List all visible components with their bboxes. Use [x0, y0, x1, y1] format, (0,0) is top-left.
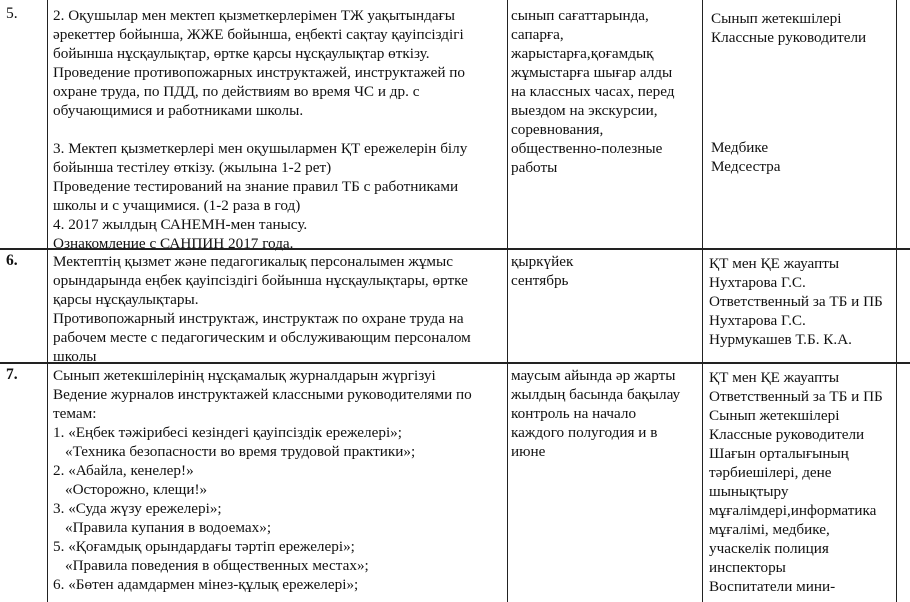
row-number: 6.	[6, 252, 18, 269]
row6-description: Мектептің қызмет және педагогикалық персоналымен жұмыс орындарында еңбек қауіпсіздігі бойынша нұсқаулықтары, өртке қарсы нұсқаулықтары. Противопожарный инструктаж, инструктаж по охране труда на рабочем месте с педагогическим и обслуживающим персоналом школы	[53, 253, 471, 365]
column-divider	[47, 0, 48, 602]
column-divider	[896, 0, 897, 602]
row5-description: 2. Оқушылар мен мектеп қызметкерлерімен ТЖ уақытындағы әрекеттер бойынша, ЖЖЕ бойынша, еңбекті сақтау қауіпсіздігі бойынша нұсқаулықтар, өртке қарсы нұсқаулықтар өткізу. Проведение противопожарных инструктажей, инструктажей по охране труда, по ПДД, по действиям во время ЧС и др. с обучающимися и работниками школы. 3. Мектеп қызметкерлері мен оқушылармен ҚТ ережелерін білу бойынша тестілеу өткізу. (жылына 1-2 рет) Проведение тестирований на знание правил ТБ с работниками школы и с учащимися. (1-2 раза в год) 4. 2017 жылдың САНЕМН-мен танысу. Ознакомление с САНПИН 2017 года.	[53, 7, 468, 252]
row7-responsible: ҚТ мен ҚЕ жауапты Ответственный за ТБ и ПБ Сынып жетекшілері Классные руководители Шағын орталығының тәрбиешілері, дене шынықтыру мұғалімдері,информатика мұғалімі, медбике, учаскелік полиция инспекторы Воспитатели мини-	[709, 369, 883, 595]
topic-item: «Осторожно, клещи!»	[65, 481, 208, 498]
row5-responsible-medical: Медбике Медсестра	[711, 139, 781, 175]
topic-item: 3. «Суда жүзу ережелері»;	[53, 500, 222, 517]
row7-timing: маусым айында әр жарты жылдың басында бақылау контроль на начало каждого полугодия и в июне	[511, 367, 681, 460]
topic-item: «Правила поведения в общественных местах»;	[65, 557, 369, 574]
topic-item: 1. «Еңбек тәжірибесі кезіндегі қауіпсіздік ережелері»;	[53, 424, 402, 441]
topic-item: «Правила купания в водоемах»;	[65, 519, 272, 536]
topic-item: «Техника безопасности во время трудовой практики»;	[65, 443, 416, 460]
row5-timing: сынып сағаттарында, сапарға, жарыстарға,қоғамдық жұмыстарға шығар алды на классных часах, перед выездом на экскурсии, соревнования, общественно-полезные работы	[511, 7, 675, 176]
column-divider	[507, 0, 508, 602]
row-number: 5.	[6, 5, 18, 22]
row7-description: Сынып жетекшілерінің нұсқамалық журналдарын жүргізуі Ведение журналов инструктажей классными руководителями по темам: 1. «Еңбек тәжірибесі кезіндегі қауіпсіздік ережелері»; «Техника безопасности во время трудовой практики»; 2. «Абайла, кенелер!» «Осторожно, клещи!» 3. «Суда жүзу ережелері»; «Правила купания в водоемах»; 5. «Қоғамдық орындардағы тәртіп ережелері»; «Правила поведения в общественных местах»; 6. «Бөтен адамдармен мінез-құлық ережелері»;	[53, 367, 472, 593]
row6-responsible: ҚТ мен ҚЕ жауапты Нухтарова Г.С. Ответственный за ТБ и ПБ Нухтарова Г.С. Нурмукашев Т.Б. К.А.	[709, 255, 883, 348]
row6-timing: қыркүйек сентябрь	[511, 253, 574, 289]
topic-item: 5. «Қоғамдық орындардағы тәртіп ережелері»;	[53, 538, 355, 555]
row5-responsible: Сынып жетекшілері Классные руководители	[711, 10, 867, 46]
column-divider	[702, 0, 703, 602]
row-number: 7.	[6, 366, 18, 383]
topic-item: 2. «Абайла, кенелер!»	[53, 462, 194, 479]
topic-item: 6. «Бөтен адамдармен мінез-құлық ережелері»;	[53, 576, 359, 593]
